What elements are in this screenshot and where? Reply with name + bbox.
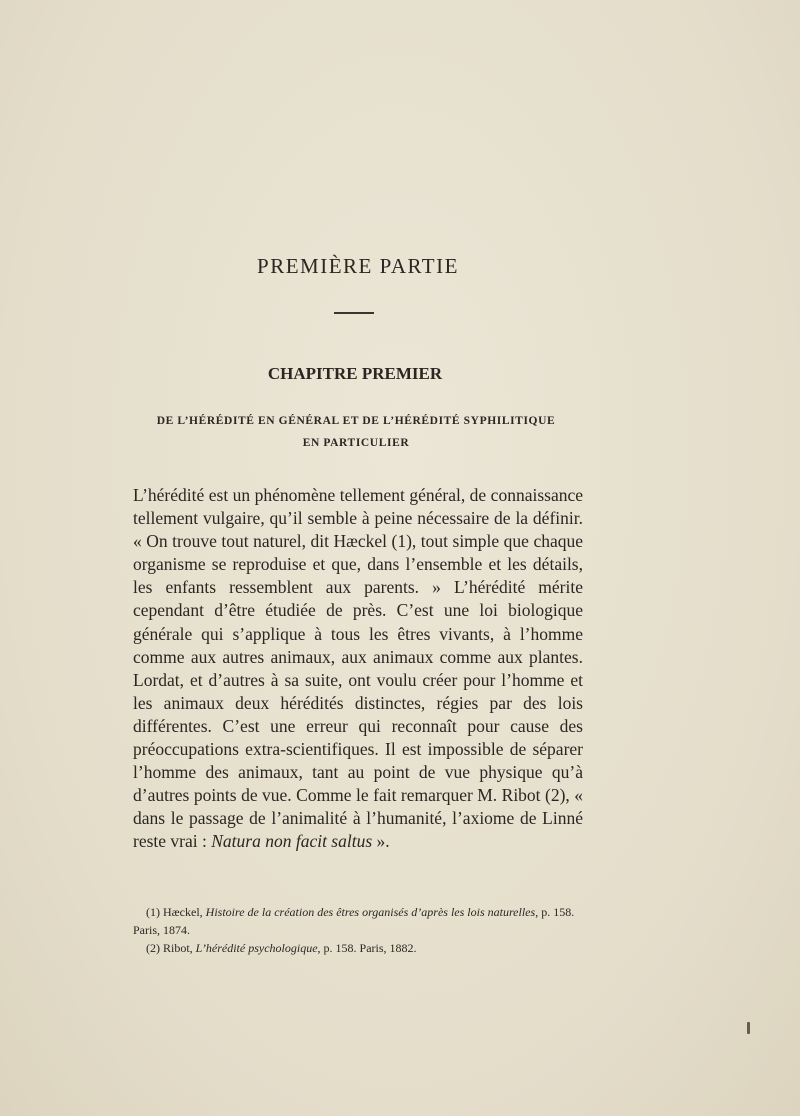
part-title: PREMIÈRE PARTIE <box>257 254 459 278</box>
footnote-2-title: L’hérédité psychologique <box>195 941 318 955</box>
latin-quote: Natura non facit saltus <box>211 831 373 852</box>
chapter-subtitle <box>130 410 582 454</box>
subtitle-line-2: EN PARTICULIER <box>302 437 410 449</box>
footnote-1-suffix: , p. 158. Paris, 1874. <box>133 905 575 937</box>
paragraph-end: ». <box>372 831 390 852</box>
footnote-1-title: Histoire de la création des êtres organisés d’après les lois naturelles <box>205 905 536 919</box>
footnote-2-suffix: , p. 158. Paris, 1882. <box>317 941 417 955</box>
title-divider <box>334 312 374 314</box>
footnotes <box>133 903 585 957</box>
body-text <box>133 484 583 854</box>
footnote-2-prefix: (2) Ribot, <box>146 941 196 955</box>
footnote-2 <box>133 939 585 957</box>
paragraph-main: L’hérédité est un phénomène tellement général, de connaissance tellement vulgaire, qu’il semble à peine nécessaire de la définir. « On trouve tout naturel, dit Hæckel (1), tout simple que chaque organisme se reproduise et que, dans l’ensemble et les détails, les enfants ressemblent aux parents. » L’hérédité mérite cependant d’être étudiée de près. C’est une loi biologique générale qui s’applique à tous les êtres vivants, à l’homme comme aux autres animaux, aux animaux comme aux plantes. Lordat, et d’autres à sa suite, ont voulu créer pour l’homme et les animaux deux hérédités distinctes, régies par des lois différentes. C’est une erreur qui reconnaît pour cause des préoccupations extra-scientifiques. Il est impossible de séparer l’homme des animaux, tant au point de vue physique qu’à d’autres points de vue. Comme le fait remarquer M. Ribot (2), « dans le passage de l’animalité à l’humanité, l’axiome de Linné reste vrai : <box>133 485 583 852</box>
paragraph <box>133 484 583 854</box>
footnote-1 <box>133 903 585 939</box>
ink-mark <box>747 1022 750 1034</box>
subtitle-line-1: DE L’HÉRÉDITÉ EN GÉNÉRAL ET DE L’HÉRÉDITÉ SYPHILITIQUE <box>156 415 556 427</box>
chapter-title: CHAPITRE PREMIER <box>267 364 443 383</box>
footnote-1-prefix: (1) Hæckel, <box>146 905 206 919</box>
